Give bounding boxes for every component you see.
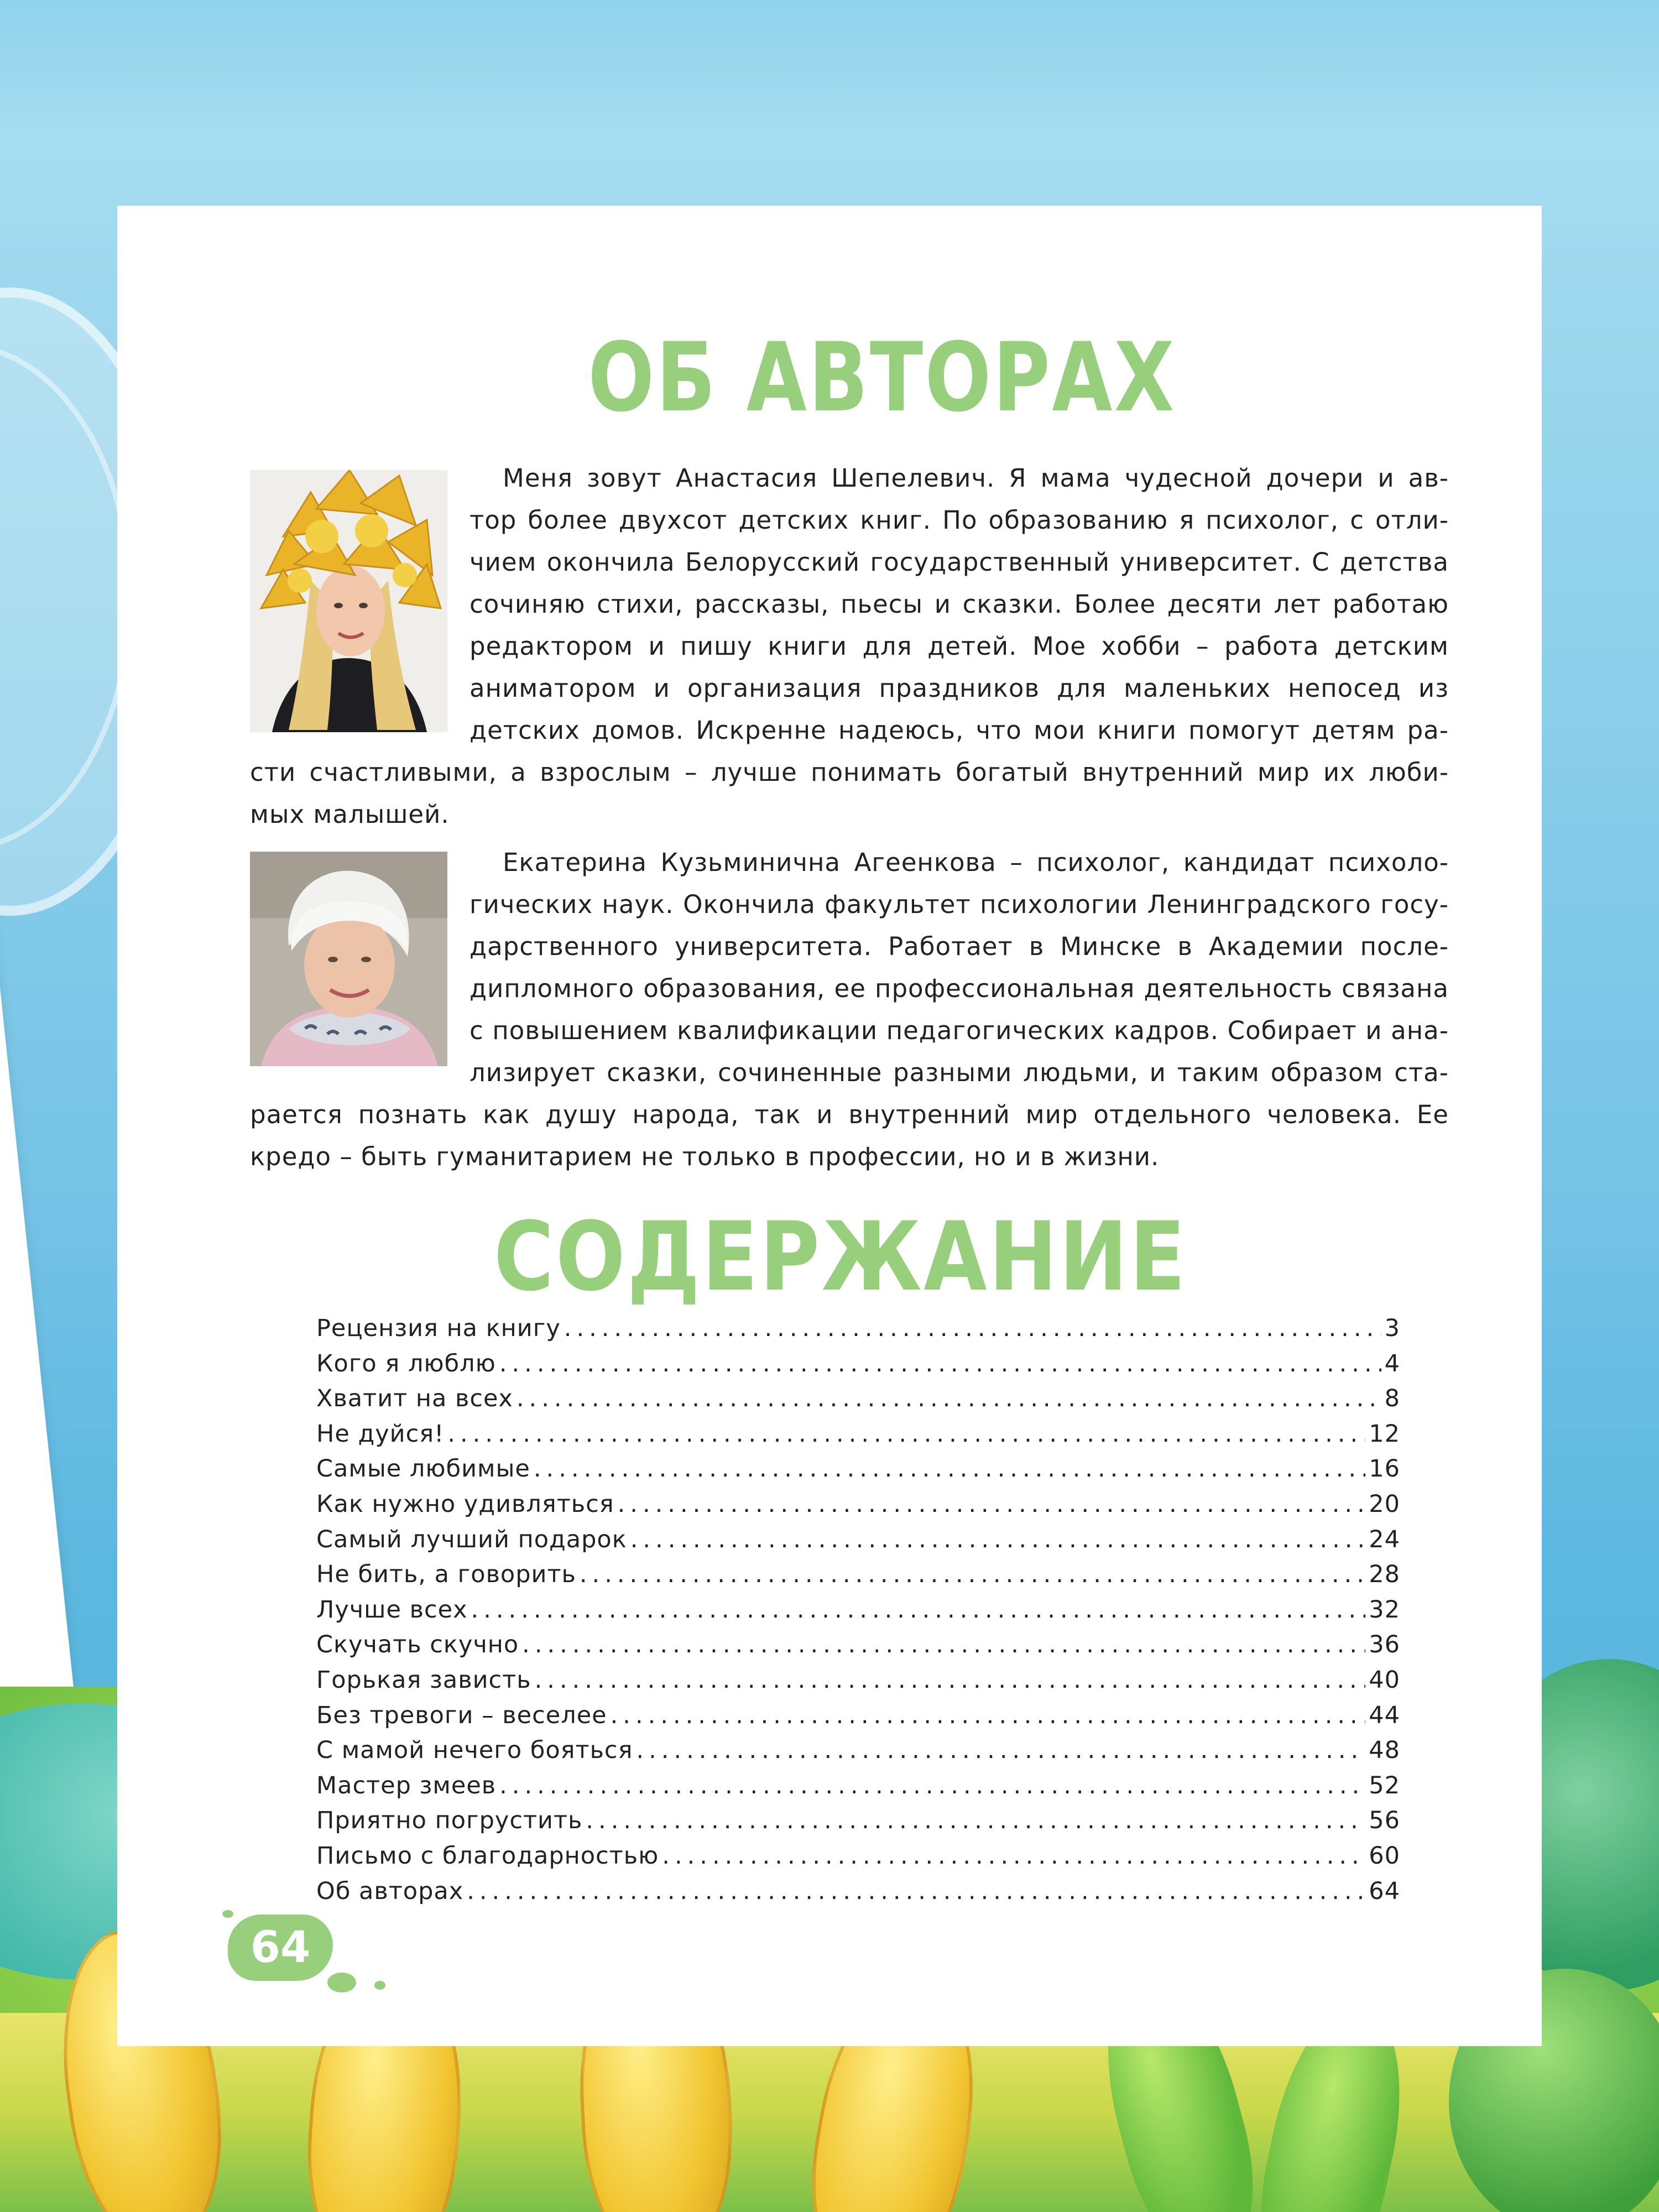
toc-entry-title: Не бить, а говорить xyxy=(316,1561,576,1589)
toc-leader-dots xyxy=(517,1385,1381,1412)
toc-entry-title: Хватит на всех xyxy=(316,1385,513,1413)
toc-leader-dots xyxy=(586,1807,1365,1834)
toc-entry-page: 44 xyxy=(1369,1701,1400,1729)
toc-entry-title: Мастер змеев xyxy=(316,1771,497,1799)
toc-leader-dots xyxy=(447,1420,1365,1448)
toc-entry-page: 8 xyxy=(1384,1385,1400,1413)
toc-entry-page: 28 xyxy=(1369,1561,1400,1589)
toc-entry-title: Скучать скучно xyxy=(316,1631,519,1659)
author2-bio xyxy=(250,842,1449,1178)
toc-entry[interactable] xyxy=(316,1350,1400,1385)
toc-entry[interactable] xyxy=(316,1877,1400,1913)
toc-entry-page: 3 xyxy=(1384,1314,1400,1342)
toc-leader-dots xyxy=(618,1490,1366,1518)
author2-bio-line: Екатерина Кузьминична Агеенкова – психолог, кандидат психоло- xyxy=(503,848,1449,877)
toc-entry[interactable] xyxy=(316,1420,1400,1455)
toc-entry-page: 16 xyxy=(1369,1455,1400,1483)
toc-entry[interactable] xyxy=(316,1631,1400,1666)
author2-bio-line: гических наук. Окончила факультет психологии Ленинградского госу- xyxy=(469,890,1449,919)
author1-bio-line: мых малышей. xyxy=(250,800,450,829)
toc-entry[interactable] xyxy=(316,1736,1400,1772)
author1-bio xyxy=(250,457,1449,836)
toc-entry[interactable] xyxy=(316,1385,1400,1420)
author1-bio-line: редактором и пишу книги для детей. Мое хобби – работа детским xyxy=(469,632,1449,661)
toc-entry-title: Письмо с благодарностью xyxy=(316,1841,659,1870)
toc-entry-page: 64 xyxy=(1369,1877,1400,1905)
toc-entry-title: Не дуйся! xyxy=(316,1420,445,1448)
table-of-contents xyxy=(316,1314,1400,1912)
toc-leader-dots xyxy=(611,1702,1366,1729)
toc-entry[interactable] xyxy=(316,1561,1400,1596)
toc-entry[interactable] xyxy=(316,1772,1400,1807)
splash-dot-decoration xyxy=(374,1981,385,1990)
author2-bio-line: лизирует сказки, сочиненные разными людьми, и таким образом ста- xyxy=(469,1058,1449,1087)
toc-leader-dots xyxy=(467,1877,1365,1905)
about-authors-heading: ОБ АВТОРАХ xyxy=(588,322,1176,433)
toc-entry-title: Без тревоги – веселее xyxy=(316,1701,607,1729)
toc-entry-title: Самый лучший подарок xyxy=(316,1525,627,1553)
toc-leader-dots xyxy=(662,1842,1365,1870)
toc-leader-dots xyxy=(471,1596,1366,1624)
toc-leader-dots xyxy=(535,1666,1366,1694)
contents-heading: СОДЕРЖАНИЕ xyxy=(493,1201,1188,1312)
toc-leader-dots xyxy=(580,1561,1365,1588)
toc-entry[interactable] xyxy=(316,1490,1400,1526)
author1-bio-line: Меня зовут Анастасия Шепелевич. Я мама чудесной дочери и ав- xyxy=(503,463,1449,493)
toc-entry-title: Приятно погрустить xyxy=(316,1807,583,1835)
toc-leader-dots xyxy=(499,1772,1365,1799)
toc-entry-page: 60 xyxy=(1369,1841,1400,1870)
toc-entry-page: 56 xyxy=(1369,1807,1400,1835)
author1-bio-line: тор более двухсот детских книг. По образованию я психолог, с отли- xyxy=(469,505,1449,535)
toc-entry[interactable] xyxy=(316,1842,1400,1877)
toc-entry[interactable] xyxy=(316,1596,1400,1631)
toc-entry-page: 20 xyxy=(1369,1490,1400,1518)
author1-bio-line: сочиняю стихи, рассказы, пьесы и сказки. Более десяти лет работаю xyxy=(469,589,1449,619)
toc-entry[interactable] xyxy=(316,1526,1400,1561)
author2-bio-line: дарственного университета. Работает в Минске в Академии после- xyxy=(469,932,1449,961)
book-page xyxy=(117,206,1542,2046)
toc-entry-page: 24 xyxy=(1369,1525,1400,1553)
toc-leader-dots xyxy=(534,1455,1365,1483)
author1-bio-line: сти счастливыми, а взрослым – лучше понимать богатый внутренний мир их люби- xyxy=(250,758,1449,787)
toc-leader-dots xyxy=(636,1736,1365,1764)
toc-entry[interactable] xyxy=(316,1666,1400,1702)
page-number: 64 xyxy=(250,1923,311,1973)
author1-bio-line: аниматором и организация праздников для маленьких непосед из xyxy=(469,674,1449,703)
toc-entry-title: Горькая зависть xyxy=(316,1666,531,1694)
toc-entry-page: 12 xyxy=(1369,1420,1400,1448)
toc-entry-title: Об авторах xyxy=(316,1877,464,1905)
toc-entry-page: 40 xyxy=(1369,1666,1400,1694)
toc-entry-title: Лучше всех xyxy=(316,1595,468,1624)
toc-entry-page: 48 xyxy=(1369,1736,1400,1765)
toc-entry[interactable] xyxy=(316,1455,1400,1490)
toc-entry[interactable] xyxy=(316,1807,1400,1842)
author1-bio-line: чием окончила Белорусский государственный университет. С детства xyxy=(469,547,1449,577)
toc-leader-dots xyxy=(564,1314,1381,1342)
splash-dot-decoration xyxy=(327,1973,356,1992)
toc-entry-title: Рецензия на книгу xyxy=(316,1314,561,1342)
toc-entry-page: 52 xyxy=(1369,1771,1400,1799)
toc-leader-dots xyxy=(630,1526,1366,1553)
author2-bio-line: кредо – быть гуманитарием не только в профессии, но и в жизни. xyxy=(250,1142,1160,1171)
author1-bio-line: детских домов. Искренне надеюсь, что мои книги помогут детям ра- xyxy=(469,716,1449,745)
toc-leader-dots xyxy=(499,1350,1381,1378)
toc-entry-page: 32 xyxy=(1369,1595,1400,1624)
toc-entry-title: Самые любимые xyxy=(316,1455,530,1483)
author2-bio-line: дипломного образования, ее профессиональная деятельность связана xyxy=(469,974,1449,1003)
author2-bio-line: рается познать как душу народа, так и внутренний мир отдельного человека. Ее xyxy=(250,1100,1449,1129)
toc-entry[interactable] xyxy=(316,1314,1400,1350)
toc-entry-title: Кого я люблю xyxy=(316,1349,496,1378)
toc-leader-dots xyxy=(522,1631,1365,1658)
toc-entry-title: С мамой нечего бояться xyxy=(316,1736,633,1765)
toc-entry-page: 36 xyxy=(1369,1631,1400,1659)
toc-entry-title: Как нужно удивляться xyxy=(316,1490,614,1518)
toc-entry[interactable] xyxy=(316,1702,1400,1737)
author2-bio-line: с повышением квалификации педагогических кадров. Собирает и ана- xyxy=(469,1016,1449,1045)
toc-entry-page: 4 xyxy=(1384,1349,1400,1378)
